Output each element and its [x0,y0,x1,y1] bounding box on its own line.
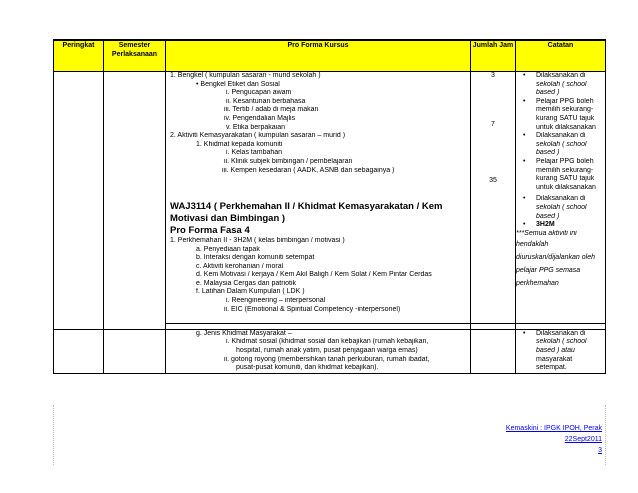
note-text: hendaklah [516,241,549,249]
header-proforma: Pro Forma Kursus [166,40,471,72]
list-item: i. Pengucapan awam [226,89,292,97]
list-item: d. Kem Motivasi / kerjaya / Kem Akil Baligh / Kem Solat / Kem Pintar Cerdas [196,271,432,279]
list-item: e. Malaysia Cergas dan patriotik [196,279,296,287]
note-bullet: • Pelajar PPG boleh memilih sekurang- kurang SATU tajuk untuk dilaksanakan [523,157,596,191]
header-peringkat: Peringkat [54,40,104,72]
list-item: c. Aktiviti kerohanian / moral [196,262,284,270]
cell-semester [104,329,166,373]
margin-guide-right [605,405,606,465]
header-catatan: Catatan [516,40,606,72]
cell-proforma-3 [166,329,471,373]
page-footer [506,423,602,456]
page-number[interactable]: 3 [598,447,602,454]
list-item: g. Jenis Khidmat Masyarakat – [196,329,292,337]
cell-jumlah-jam-3 [471,329,516,373]
hours-value: 7 [491,121,495,128]
cell-catatan-3 [516,329,606,373]
list-item: 1. Khidmat kepada komuniti [196,140,283,148]
list-item: iii. Tertib / adab di meja makan [224,106,319,114]
list-item: iv. Pengendalian Majlis [224,114,296,122]
note-text: pelajar PPG semasa [516,267,581,275]
note-bullet: • 3H2M [523,221,555,229]
list-item: 1. Bengkel ( kumpulan sasaran - murid sekolah ) [170,72,321,79]
table-row [54,329,606,373]
cell-peringkat [54,329,104,373]
cell-semester [104,72,166,330]
table-row [54,72,606,324]
table-header-row [54,40,606,72]
cell-jumlah-jam-1 [471,72,516,324]
list-item: i. Kelas tambahan [226,149,283,157]
header-semester: Semester Perlaksanaan [104,40,166,72]
course-title: WAJ3114 ( Perkhemahan II / Khidmat Kemasyarakatan / Kem Motivasi dan Bimbingan ) [170,200,443,224]
note-text: ***Semua aktiviti ini [516,229,577,237]
list-item: v. Etika berpakaian [226,123,286,131]
note-bullet: • Dilaksanakan di sekolah ( school based ) atau masyarakat setempat. [523,329,587,372]
note-text: perkhemahan [516,280,559,288]
list-item: 1. Perkhemahan II - 3H2M ( kelas bimbingan / motivasi ) [170,236,345,244]
list-item: ii. Klinik subjek bimbingan / pembelajaran [224,157,353,165]
list-item: ii. Kesantunan berbahasa [226,97,306,105]
hours-value: 3 [491,72,495,79]
list-item: hospital, rumah anak yatim, pusat penjagaan warga emas) [236,347,418,355]
note-bullet: • Pelajar PPG boleh memilih sekurang- kurang SATU tajuk untuk dilaksanakan [523,97,596,131]
list-item: pusat-pusat komuniti, dan khidmat kebajikan). [236,364,379,372]
header-jumlah-jam: Jumlah Jam [471,40,516,72]
list-item: ii. gotong royong (membersihkan tanah perkuburan, rumah ibadat, [224,355,430,363]
footer-updated[interactable]: Kemaskini : IPGK IPOH, Perak [505,425,602,432]
proforma-sheet [53,39,605,374]
margin-guide-left [53,405,54,465]
course-subtitle: Pro Forma Fasa 4 [170,224,250,236]
cell-catatan-1 [516,72,606,324]
proforma-table [53,39,606,374]
footer-date[interactable]: 22Sept2011 [564,436,602,443]
list-item: i. Khidmat sosial (khidmat sosial dan kebajikan (rumah kebajikan, [226,338,429,346]
cell-proforma-1 [166,72,471,324]
hours-value: 35 [489,177,497,184]
note-bullet: • Dilaksanakan di sekolah ( school based ) [523,72,587,97]
list-item: b. Interaksi dengan komuniti setempat [196,254,315,262]
note-bullet: • Dilaksanakan di sekolah ( school based ) [523,195,587,220]
list-item: f. Latihan Dalam Kumpulan ( LDK ) [196,288,305,296]
list-item: 2. Aktiviti Kemasyarakatan ( kumpulan sasaran – murid ) [170,132,346,140]
list-item: ii. EIC (Emotional & Spiritual Competency -interpersonel) [224,305,401,313]
list-item: a. Penyediaan tapak [196,245,260,253]
cell-peringkat [54,72,104,330]
list-item: i. Reengineering – interpersonal [226,297,326,305]
list-item: • Bengkel Etiket dan Sosial [196,80,280,88]
note-bullet: • Dilaksanakan di sekolah ( school based ) [523,132,587,157]
note-text: diuruskan/dijalankan oleh [516,254,595,262]
list-item: iii. Kempen kesedaran ( AADK, ASNB dan sebagainya ) [222,166,395,174]
